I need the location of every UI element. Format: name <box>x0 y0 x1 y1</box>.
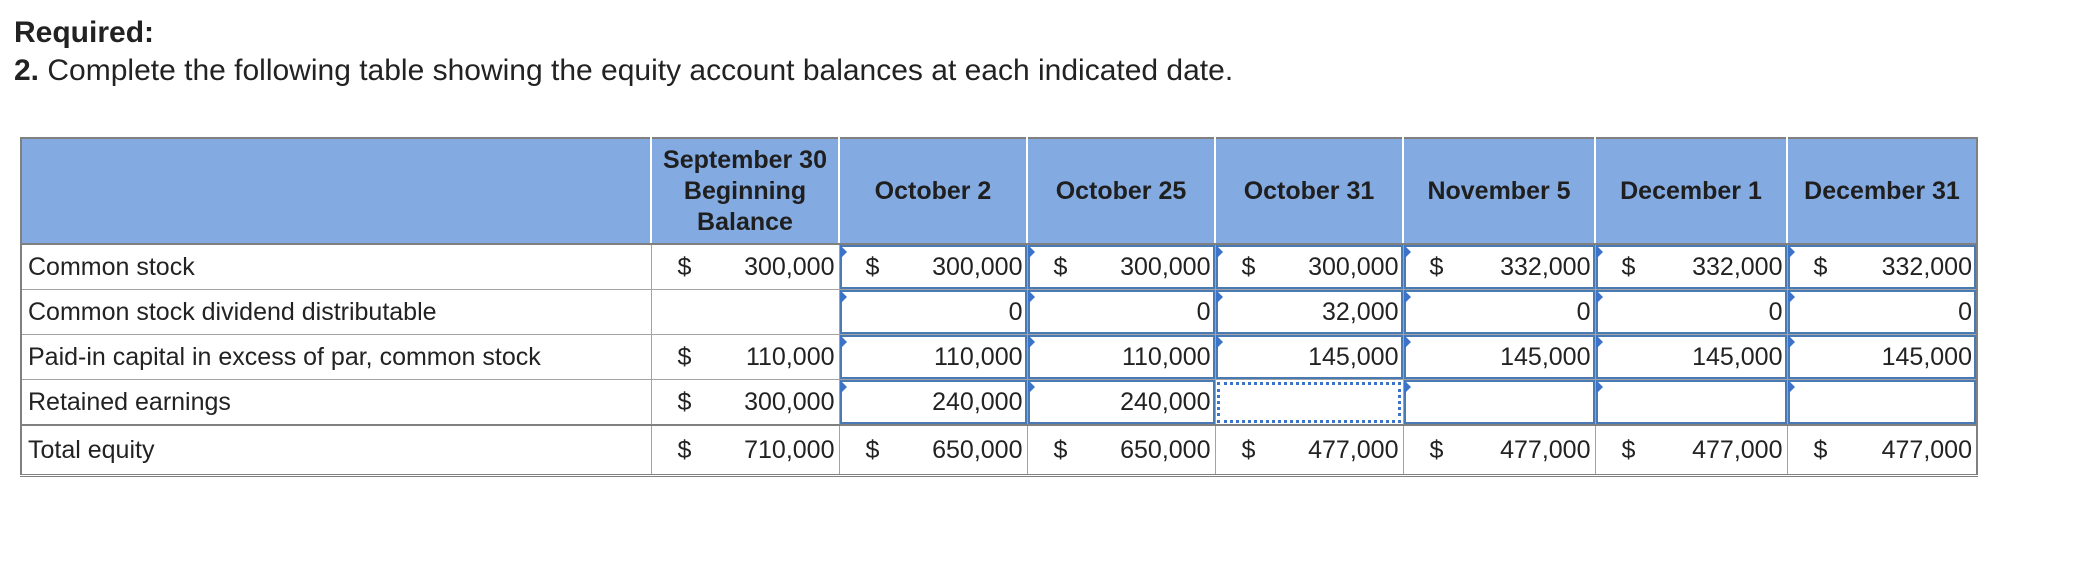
amount: 300,000 <box>932 252 1023 281</box>
amount: 0 <box>1768 297 1783 326</box>
header-label: Balance <box>697 207 793 236</box>
input-cell[interactable] <box>1215 290 1403 335</box>
input-cell[interactable] <box>1595 335 1787 380</box>
row-label: Paid-in capital in excess of par, common stock <box>21 335 651 380</box>
input-cell[interactable] <box>839 244 1027 290</box>
value-cell <box>839 425 1027 476</box>
value-cell <box>1215 425 1403 476</box>
header-blank <box>21 138 651 244</box>
amount: 650,000 <box>1120 435 1211 464</box>
input-cell[interactable] <box>839 290 1027 335</box>
dollar-sign: $ <box>677 342 692 371</box>
value-cell <box>1595 425 1787 476</box>
input-cell[interactable] <box>1215 335 1403 380</box>
amount: 32,000 <box>1322 297 1399 326</box>
amount: 300,000 <box>1120 252 1211 281</box>
amount: 300,000 <box>744 387 835 416</box>
amount: 477,000 <box>1692 435 1783 464</box>
value-cell <box>651 290 839 335</box>
header-label: Beginning <box>683 176 807 205</box>
dollar-sign: $ <box>865 435 880 464</box>
input-cell[interactable] <box>1027 335 1215 380</box>
dollar-sign: $ <box>1813 252 1828 281</box>
row-label: Common stock dividend distributable <box>21 290 651 335</box>
amount: 0 <box>1008 297 1023 326</box>
input-cell[interactable] <box>839 380 1027 426</box>
question-heading <box>14 14 1233 90</box>
amount: 110,000 <box>1121 342 1211 371</box>
table-row-total <box>21 425 1977 476</box>
header-november-5: November 5 <box>1403 138 1595 244</box>
header-december-31: December 31 <box>1787 138 1977 244</box>
amount: 110,000 <box>933 342 1023 371</box>
amount: 300,000 <box>1308 252 1399 281</box>
input-cell[interactable] <box>1787 244 1977 290</box>
equity-balances-table <box>20 137 1978 477</box>
header-october-2: October 2 <box>839 138 1027 244</box>
table-row <box>21 380 1977 426</box>
header-label: September 30 <box>663 145 827 174</box>
dollar-sign: $ <box>677 252 692 281</box>
amount: 477,000 <box>1881 435 1972 464</box>
dollar-sign: $ <box>1241 252 1256 281</box>
input-cell[interactable] <box>1215 244 1403 290</box>
amount: 300,000 <box>744 252 835 281</box>
amount: 332,000 <box>1500 252 1591 281</box>
amount: 145,000 <box>1500 342 1591 371</box>
value-cell <box>1403 425 1595 476</box>
value-cell <box>1027 425 1215 476</box>
table-row <box>21 290 1977 335</box>
amount: 0 <box>1958 297 1972 326</box>
amount: 145,000 <box>1692 342 1783 371</box>
input-cell[interactable] <box>1027 290 1215 335</box>
input-cell[interactable] <box>1027 380 1215 426</box>
dollar-sign: $ <box>1053 252 1068 281</box>
amount: 477,000 <box>1308 435 1399 464</box>
dollar-sign: $ <box>677 387 692 416</box>
input-cell[interactable] <box>1595 380 1787 426</box>
amount: 145,000 <box>1308 342 1399 371</box>
input-cell[interactable] <box>1403 244 1595 290</box>
value-cell <box>651 335 839 380</box>
dollar-sign: $ <box>1621 435 1636 464</box>
input-cell[interactable] <box>1595 244 1787 290</box>
amount: 0 <box>1576 297 1591 326</box>
header-september-30 <box>651 138 839 244</box>
question-instruction: Complete the following table showing the equity account balances at each indicated date. <box>47 54 1234 87</box>
question-number: 2. <box>14 54 40 87</box>
table-row <box>21 335 1977 380</box>
value-cell <box>651 244 839 290</box>
input-cell[interactable] <box>1787 380 1977 426</box>
amount: 240,000 <box>932 387 1023 416</box>
row-label: Retained earnings <box>21 380 651 426</box>
dollar-sign: $ <box>677 435 692 464</box>
input-cell[interactable] <box>1403 290 1595 335</box>
input-cell[interactable] <box>1787 335 1977 380</box>
input-cell[interactable] <box>839 335 1027 380</box>
amount: 145,000 <box>1881 342 1972 371</box>
input-cell-focused[interactable] <box>1215 380 1403 426</box>
row-label: Common stock <box>21 244 651 290</box>
amount: 650,000 <box>932 435 1023 464</box>
amount: 240,000 <box>1120 387 1211 416</box>
amount: 110,000 <box>745 342 835 371</box>
dollar-sign: $ <box>1429 435 1444 464</box>
input-cell[interactable] <box>1787 290 1977 335</box>
amount: 710,000 <box>744 435 835 464</box>
value-cell <box>1787 425 1977 476</box>
header-october-25: October 25 <box>1027 138 1215 244</box>
dollar-sign: $ <box>1241 435 1256 464</box>
table-row <box>21 244 1977 290</box>
dollar-sign: $ <box>865 252 880 281</box>
amount: 0 <box>1196 297 1211 326</box>
input-cell[interactable] <box>1027 244 1215 290</box>
required-label: Required: <box>14 16 155 49</box>
value-cell <box>651 425 839 476</box>
amount: 332,000 <box>1692 252 1783 281</box>
dollar-sign: $ <box>1053 435 1068 464</box>
row-label: Total equity <box>21 425 651 476</box>
value-cell <box>651 380 839 426</box>
dollar-sign: $ <box>1429 252 1444 281</box>
header-december-1: December 1 <box>1595 138 1787 244</box>
input-cell[interactable] <box>1403 335 1595 380</box>
amount: 332,000 <box>1881 252 1972 281</box>
dollar-sign: $ <box>1813 435 1828 464</box>
input-cell[interactable] <box>1403 380 1595 426</box>
header-october-31: October 31 <box>1215 138 1403 244</box>
input-cell[interactable] <box>1595 290 1787 335</box>
amount: 477,000 <box>1500 435 1591 464</box>
header-row <box>21 138 1977 244</box>
dollar-sign: $ <box>1621 252 1636 281</box>
